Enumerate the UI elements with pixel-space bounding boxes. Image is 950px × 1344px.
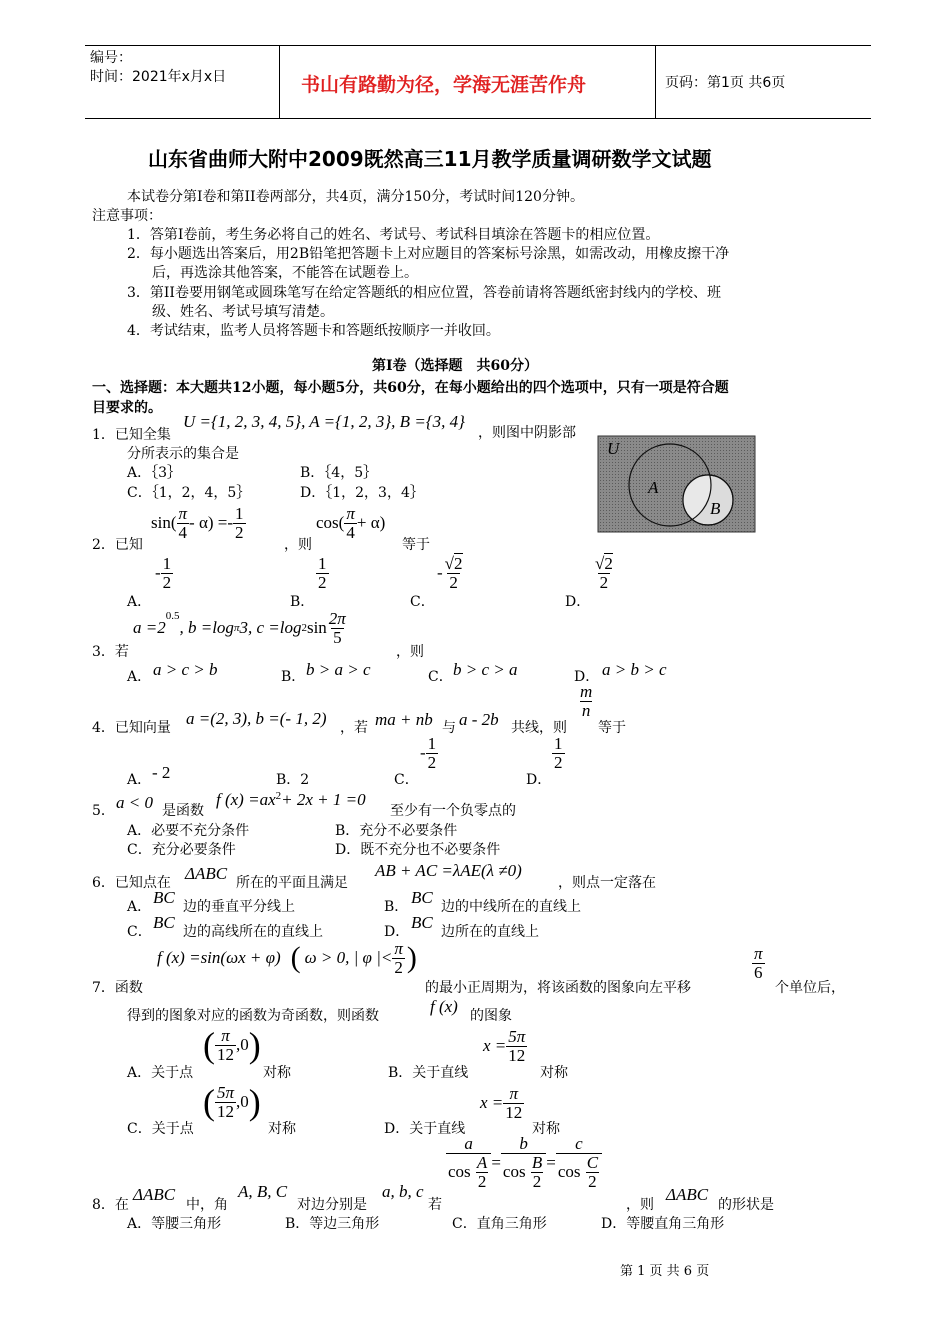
q6-label: 6．已知点在: [92, 875, 171, 891]
q3-b-label: B．: [281, 669, 306, 685]
q2-pi-over-4b: [344, 505, 357, 542]
q2-b-frac: [316, 555, 329, 592]
q8-two-b: 2: [532, 1171, 542, 1191]
q2-given: [151, 505, 246, 542]
q4-c-label: C．: [394, 772, 419, 788]
page-title: 山东省曲师大附中2009既然高三11月教学质量调研数学文试题: [148, 147, 712, 171]
q1-sets: U ={1, 2, 3, 4, 5}, A ={1, 2, 3}, B ={3, 4}: [183, 412, 465, 431]
q2-d-sqrt: 2: [604, 554, 613, 573]
q8-condition: [446, 1135, 602, 1191]
q8-mid: 对边分别是: [297, 1197, 367, 1213]
q7-pi-over-6: [752, 945, 765, 982]
q7-a-label: A．关于点: [127, 1065, 194, 1081]
q8-frac-c: [556, 1135, 602, 1191]
q4-m: m: [580, 682, 593, 701]
q7-c-duicheng: 对称: [268, 1121, 296, 1137]
q6-option-a: 边的垂直平分线上: [183, 899, 295, 915]
header-motto: 书山有路勤为径，学海无涯苦作舟: [301, 74, 587, 96]
q7-function: f (x) =sin(ωx + φ) ( ω > 0, | φ |< $\frac{\pi}{2}$ ): [157, 939, 417, 977]
q5-condition: a < 0: [116, 793, 153, 812]
q5-fx: f (x) =ax: [216, 790, 276, 809]
q7-a-twelve: 12: [217, 1044, 234, 1064]
venn-label-u: U: [607, 439, 620, 458]
q8-ruo: 若: [428, 1197, 442, 1213]
q5-option-b: B．充分不必要条件: [335, 823, 458, 839]
q7-fx2: f (x): [430, 997, 458, 1016]
note-1: 1．答第Ⅰ卷前，考生务必将自己的姓名、考试号、考试科目填涂在答题卡的相应位置。: [127, 227, 660, 243]
q7-line2: 得到的图象对应的函数为奇函数，则函数: [127, 1008, 379, 1024]
q8-triangle: ΔABC: [133, 1185, 176, 1204]
q7-c-label: C．关于点: [127, 1121, 194, 1137]
q5-option-a: A．必要不充分条件: [127, 823, 250, 839]
q3-option-d: a > b > c: [602, 660, 667, 679]
q3-sin: sin: [306, 618, 327, 638]
q8-c: c: [575, 1134, 583, 1153]
q2-c-sqrt: 2: [454, 554, 463, 573]
q7-mid: 的最小正周期为，将该函数的图象向左平移: [425, 980, 691, 996]
q7-option-a-point: ( $\frac{\pi}{12}$ , 0 ): [203, 1025, 261, 1065]
q2-option-a: [155, 555, 173, 592]
q5-rest: + 2x + 1 =0: [281, 790, 366, 809]
q8-two-a: 2: [477, 1171, 487, 1191]
q6-d-label: D．: [384, 924, 410, 940]
q2-label: 2．已知: [92, 537, 143, 553]
q2-option-a-label: A．: [127, 594, 152, 610]
q2-pi-over-4: [177, 505, 190, 542]
q5-option-c: C．充分必要条件: [127, 842, 236, 858]
q3-sub-2: 2: [301, 622, 307, 635]
q3-label: 3．若: [92, 644, 129, 660]
q5-label: 5．: [92, 803, 115, 819]
q8-sides: a, b, c: [382, 1182, 424, 1201]
q7-option-c-point: ( $\frac{5\pi}{12}$ , 0 ): [203, 1082, 261, 1122]
q3-c-def: 3, c =log: [239, 618, 302, 638]
q8-two-c: 2: [588, 1171, 597, 1191]
q2-option-c: [437, 555, 465, 592]
q7-d-x: x =: [480, 1093, 504, 1113]
q7-pi6: π: [754, 944, 763, 963]
q8-option-c: C．直角三角形: [452, 1216, 547, 1232]
q3-frac: [327, 610, 348, 647]
q1-option-b: B．｛4，5｝: [300, 465, 378, 481]
header-number-label: 编号：: [90, 50, 132, 66]
q4-vectors: a =(2, 3), b =(- 1, 2): [186, 709, 327, 728]
q7-c-5pi: 5π: [217, 1082, 235, 1102]
q8-cos-b: cos: [502, 1162, 526, 1182]
q6-d-bc: BC: [411, 913, 433, 932]
header-top-rule: [85, 45, 871, 46]
q7-b-5pi: 5π: [508, 1027, 526, 1046]
q4-option-a: - 2: [152, 763, 171, 782]
q2-cos: cos(: [316, 513, 345, 533]
q5-function: [216, 790, 366, 810]
q1-option-a: A．｛3｝: [127, 465, 182, 481]
venn-label-b: B: [710, 499, 721, 518]
q4-ma-nb: ma + nb: [375, 710, 433, 729]
q7-d-duicheng: 对称: [532, 1121, 560, 1137]
q4-d-two: 2: [554, 752, 563, 772]
q7-c-twelve: 12: [217, 1101, 235, 1121]
q2-option-b-label: B．: [290, 594, 315, 610]
q5-mid: 是函数: [162, 803, 204, 819]
q4-c-one: 1: [427, 734, 437, 753]
q6-a-bc: BC: [153, 888, 175, 907]
q8-option-d: D．等腰直角三角形: [601, 1216, 725, 1232]
note-2: 2．每小题选出答案后，用2B铅笔把答题卡上对应题目的答案标号涂黑，如需改动，用橡皮擦干净: [127, 246, 730, 262]
q1-stem-cont: 分所表示的集合是: [127, 446, 239, 462]
q2-d-two: 2: [599, 572, 609, 592]
q4-label: 4．已知向量: [92, 720, 171, 736]
q7-line2b: 的图象: [470, 1008, 512, 1024]
header-page-info: 页码：第1页 共6页: [665, 75, 786, 91]
q7-a-duicheng: 对称: [263, 1065, 291, 1081]
q8-angles: A, B, C: [238, 1182, 288, 1201]
note-3: 3．第II卷要用钢笔或圆珠笔写在给定答题纸的相应位置，答卷前请将答题纸密封线内的学校、班: [127, 285, 721, 301]
q8-A: A: [476, 1152, 488, 1172]
q2-a-two: 2: [162, 572, 172, 592]
q2-option-b: [316, 555, 329, 592]
header-bottom-rule: [85, 118, 871, 119]
q5-sq: 2: [275, 790, 282, 802]
q4-n: n: [581, 700, 591, 720]
q8-B: B: [531, 1152, 543, 1172]
q8-cos-a: cos: [448, 1162, 471, 1182]
q6-c-label: C．: [127, 924, 152, 940]
q6-triangle: ΔABC: [185, 864, 228, 883]
q7-label: 7．函数: [92, 980, 143, 996]
q4-a-label: A．: [127, 772, 152, 788]
q6-a-label: A．: [127, 899, 152, 915]
q2-a-one: 1: [162, 554, 172, 573]
q3-option-a: a > c > b: [153, 660, 218, 679]
q2-option-c-label: C．: [410, 594, 435, 610]
q5-option-d: D．既不充分也不必要条件: [335, 842, 501, 858]
q4-gongxian: 共线，则: [511, 720, 567, 736]
q3-a-def: a =2: [133, 618, 166, 638]
q6-tail: ，则点一定落在: [558, 875, 656, 891]
q4-a-2b: a - 2b: [459, 710, 499, 729]
q8-option-a: A．等腰三角形: [127, 1216, 222, 1232]
q4-c-neg: -: [420, 743, 426, 763]
q8-label: 8．在: [92, 1197, 129, 1213]
q3-sub-pi: π: [233, 622, 240, 635]
note-3-cont: 级、姓名、考试号填写清楚。: [152, 304, 334, 320]
q7-b-duicheng: 对称: [540, 1065, 568, 1081]
q2-equals: 等于: [402, 537, 430, 553]
intro-text: 本试卷分第Ⅰ卷和第II卷两部分，共4页，满分150分，考试时间120分钟。: [127, 189, 584, 205]
q4-ruo: ，若: [340, 720, 368, 736]
q4-d-label: D．: [526, 772, 552, 788]
part1-heading: 一、选择题：本大题共12小题，每小题5分，共60分，在每小题给出的四个选项中，只有一项是符合题: [92, 380, 729, 396]
q7-fx: f (x) =sin(ωx + φ): [157, 948, 281, 968]
q3-option-c: b > c > a: [453, 660, 518, 679]
q2-four: 4: [178, 522, 188, 542]
q7-option-b-line: [483, 1028, 527, 1065]
q4-c-two: 2: [427, 752, 437, 772]
q8-C: C: [586, 1152, 599, 1172]
q7-two: 2: [394, 957, 403, 977]
q8-cos-c: cos: [557, 1162, 581, 1182]
q7-d-twelve: 12: [505, 1102, 523, 1122]
q4-option-c: [420, 735, 438, 772]
q7-d-label: D．关于直线: [384, 1121, 466, 1137]
q3-option-b: b > a > c: [306, 660, 371, 679]
q1-option-c: C．｛1，2，4，5｝: [127, 485, 251, 501]
notes-heading: 注意事项：: [92, 208, 162, 224]
header-divider-left: [279, 45, 280, 118]
part1-heading-cont: 目要求的。: [92, 400, 162, 416]
q7-a-zero: 0: [240, 1035, 249, 1054]
q8-option-b: B．等边三角形: [285, 1216, 380, 1232]
q8-shape: 的形状是: [718, 1197, 774, 1213]
q2-b-two: 2: [318, 572, 327, 592]
q6-option-b: 边的中线所在的直线上: [441, 899, 581, 915]
q8-then: ，则: [626, 1197, 654, 1213]
q2-one-half: [233, 505, 246, 542]
q7-tail: 个单位后，: [775, 980, 845, 996]
q2-four-b: 4: [346, 522, 355, 542]
q7-b-label: B．关于直线: [388, 1065, 469, 1081]
q3-c-label: C．: [428, 669, 453, 685]
q2-c-two: 2: [449, 572, 458, 592]
q6-equation: AB + AC =λAE(λ ≠0): [375, 861, 522, 880]
q2-plus-alpha: + α): [356, 513, 386, 533]
q7-six: 6: [754, 962, 763, 982]
page-footer: 第 1 页 共 6 页: [620, 1264, 710, 1279]
header-divider-right: [655, 45, 656, 118]
q8-zhong: 中，角: [186, 1197, 228, 1213]
q2-minus-alpha: - α) =-: [189, 513, 234, 533]
q2-d-frac: $\frac{√2}{2}$: [595, 554, 613, 592]
q7-a-pi: π: [221, 1025, 230, 1045]
q8-eq1: =: [491, 1152, 501, 1172]
q3-a-label: A．: [127, 669, 152, 685]
note-4: 4．考试结束，监考人员将答题卡和答题纸按顺序一并收回。: [127, 323, 500, 339]
q2-option-d: [593, 555, 615, 592]
q2-pi: π: [178, 504, 188, 523]
note-2-cont: 后，再选涂其他答案，不能答在试题卷上。: [152, 265, 418, 281]
venn-label-a: A: [648, 478, 659, 497]
q3-twopi: 2π: [328, 609, 346, 628]
q7-b-twelve: 12: [508, 1045, 526, 1065]
q2-sin: sin(: [151, 513, 177, 533]
q2-a-neg: -: [155, 563, 161, 583]
q7-d-pi: π: [509, 1084, 519, 1103]
q4-option-b: B．2: [276, 772, 310, 788]
q2-c-frac: $\frac{√2}{2}$: [444, 554, 463, 592]
q2-then: ，则: [284, 537, 312, 553]
q2-two: 2: [235, 522, 244, 542]
q2-c-neg: -: [437, 563, 443, 583]
q4-option-d: [552, 735, 565, 772]
q2-asked: [316, 505, 385, 542]
q5-tail: 至少有一个负零点的: [390, 803, 516, 819]
q2-option-d-label: D．: [565, 594, 591, 610]
q6-c-bc: BC: [153, 913, 175, 932]
q1-stem-tail: ，则图中阴影部: [478, 425, 576, 441]
q7-option-d-line: [480, 1085, 524, 1122]
section-title: 第Ⅰ卷（选择题 共60分）: [372, 358, 539, 374]
q7-b-x: x =: [483, 1036, 507, 1056]
q8-eq2: =: [546, 1152, 556, 1172]
q4-d-one: 1: [554, 734, 563, 753]
q2-a-frac: [161, 555, 174, 592]
q6-b-bc: BC: [411, 888, 433, 907]
q6-b-label: B．: [384, 899, 409, 915]
q1-stem-label: 1．已知全集: [92, 427, 171, 443]
q3-exp: 0.5: [165, 610, 180, 622]
q3-given: [133, 610, 348, 647]
q4-dengyu: 等于: [598, 720, 626, 736]
q8-frac-a: [446, 1135, 491, 1191]
q4-m-over-n: [578, 683, 594, 720]
q8-frac-b: [501, 1135, 546, 1191]
q2-pi-b: π: [346, 504, 355, 523]
q8-triangle2: ΔABC: [666, 1185, 709, 1204]
q2-b-one: 1: [318, 554, 327, 573]
q2-one: 1: [235, 504, 244, 523]
q4-yu: 与: [442, 720, 456, 736]
q7-pi: π: [394, 939, 403, 958]
q6-mid: 所在的平面且满足: [236, 875, 348, 891]
q6-option-d: 边所在的直线上: [441, 924, 539, 940]
q8-a: a: [464, 1134, 473, 1153]
q3-then: ，则: [396, 644, 424, 660]
q7-cond: ω > 0, | φ |<: [304, 948, 393, 968]
q3-five: 5: [333, 627, 342, 647]
q3-d-label: D．: [574, 669, 600, 685]
q1-option-d: D．｛1，2，3，4｝: [300, 485, 424, 501]
q7-c-zero: 0: [240, 1092, 249, 1111]
q8-b: b: [519, 1134, 528, 1153]
q3-b-def: , b =log: [179, 618, 234, 638]
q6-option-c: 边的高线所在的直线上: [183, 924, 323, 940]
header-time-label: 时间：2021年x月x日: [90, 69, 227, 85]
venn-diagram: [597, 435, 757, 535]
